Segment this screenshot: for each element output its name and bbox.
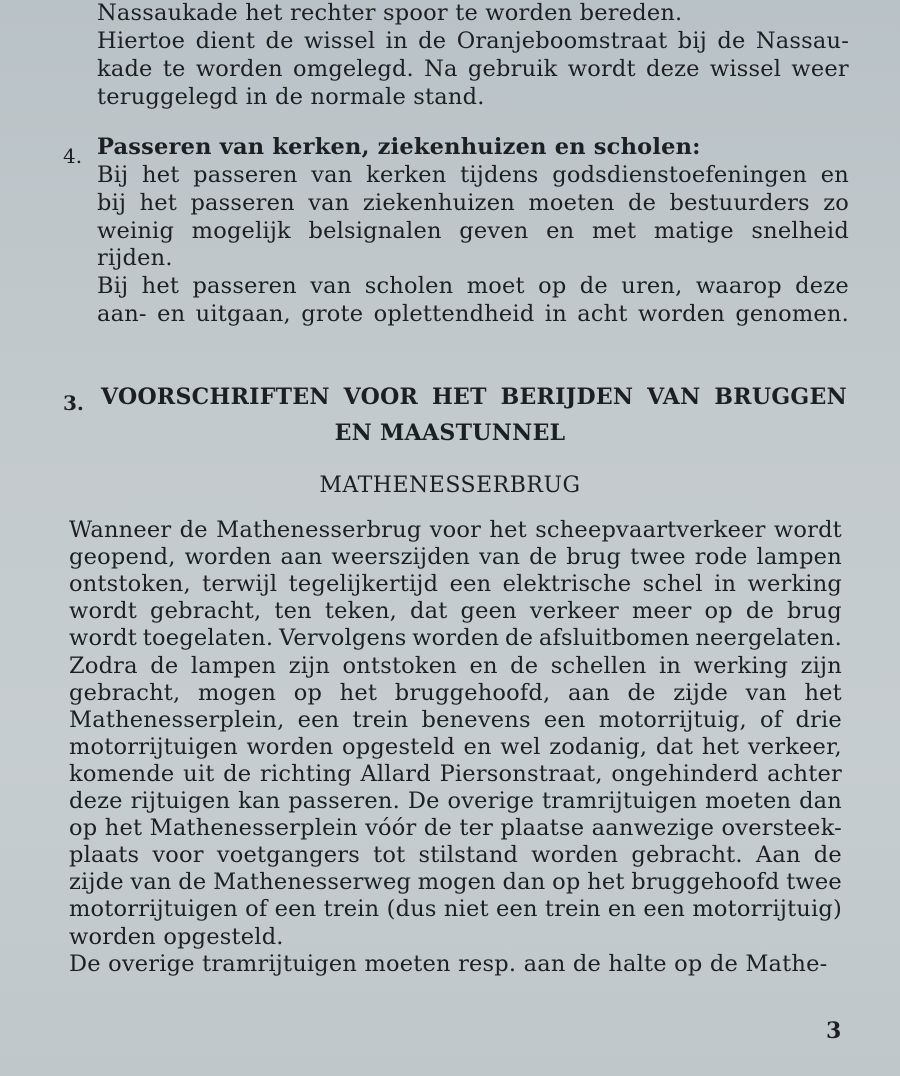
word: toegelaten. xyxy=(142,625,274,652)
body-line xyxy=(69,869,842,896)
word: godsdienstoefeningen xyxy=(552,162,808,188)
word: worden xyxy=(531,842,619,869)
word: vóór xyxy=(365,815,417,842)
word: Mathenesserplein, xyxy=(69,706,285,733)
word: twee xyxy=(786,869,842,896)
word: Allard xyxy=(360,760,431,787)
word: worden xyxy=(412,625,500,652)
word: uit xyxy=(183,760,215,787)
word: genomen. xyxy=(735,301,849,327)
page-number: 3 xyxy=(826,1018,842,1044)
word: Nassau- xyxy=(755,28,849,54)
word: lampen xyxy=(190,652,277,679)
word: tramrijtuigen xyxy=(542,788,698,814)
word: opgesteld xyxy=(341,733,455,760)
word: een xyxy=(643,896,686,923)
word: het xyxy=(139,190,178,216)
word: waarop xyxy=(695,273,782,299)
body-line: worden opgesteld. xyxy=(69,923,284,950)
word: weerszijden xyxy=(331,544,471,571)
intro-line: Nassaukade het rechter spoor te worden bereden. xyxy=(97,0,683,26)
word: aan xyxy=(567,679,610,706)
word: een xyxy=(297,706,340,733)
word: het xyxy=(339,679,378,706)
word: en xyxy=(463,733,492,760)
word: trein xyxy=(323,896,380,923)
body-line: De overige tramrijtuigen moeten resp. aan de halte op de Mathe- xyxy=(69,950,828,977)
word: Mathenesserbrug xyxy=(216,517,422,543)
word: mogen xyxy=(417,869,496,896)
word: en xyxy=(469,652,498,679)
word: motorrijtuig, xyxy=(598,706,747,733)
word: snelheid xyxy=(751,218,849,244)
word: achter xyxy=(767,760,842,787)
word: stilstand xyxy=(418,842,519,869)
word: geen xyxy=(460,598,517,625)
word: het xyxy=(701,733,740,760)
word: belsignalen xyxy=(308,218,442,244)
word: wissel xyxy=(304,28,376,54)
intro-line xyxy=(97,56,849,83)
word: deze xyxy=(69,788,123,814)
word: ten xyxy=(274,598,312,625)
word: BERIJDEN xyxy=(500,384,634,410)
word: worden xyxy=(184,544,272,571)
body-line xyxy=(69,625,842,652)
word: het xyxy=(489,517,527,543)
word: plaats xyxy=(69,842,140,869)
word: overige xyxy=(447,788,535,814)
body-line xyxy=(69,544,842,571)
word: uitgaan, xyxy=(195,301,291,327)
word: worden xyxy=(246,733,334,760)
word: kan xyxy=(238,788,281,814)
word: de xyxy=(813,842,842,869)
word: scheepvaartverkeer xyxy=(535,517,766,543)
word: gebruik xyxy=(467,56,558,82)
word: te xyxy=(162,56,186,82)
word: zijde xyxy=(69,869,124,896)
word: of xyxy=(760,706,783,733)
word: meer xyxy=(632,598,692,625)
word: dat xyxy=(655,733,694,760)
word: de xyxy=(178,869,207,896)
word: op xyxy=(69,815,98,842)
word: in xyxy=(544,301,567,327)
word: dan xyxy=(502,869,546,896)
word: lampen xyxy=(756,544,842,571)
word: deze xyxy=(645,56,700,82)
word: gebracht, xyxy=(150,598,262,625)
body-line xyxy=(69,707,842,734)
body-line xyxy=(69,734,842,761)
word: moet xyxy=(466,273,525,299)
word: met xyxy=(591,218,637,244)
word: deze xyxy=(795,273,849,299)
word: zijde xyxy=(673,679,728,706)
word: het xyxy=(104,815,143,842)
word: schel xyxy=(642,571,703,598)
word: zijn xyxy=(800,652,842,679)
body-line xyxy=(69,680,842,707)
item-number: 4. xyxy=(63,144,83,168)
word: Piersonstraat, xyxy=(439,760,603,787)
word: een xyxy=(274,896,317,923)
word: mogen xyxy=(198,679,277,706)
word: een xyxy=(449,571,492,598)
word: zodanig, xyxy=(549,733,648,760)
word: ontstoken, xyxy=(69,571,191,598)
word: de xyxy=(423,815,452,842)
word: het xyxy=(804,679,842,706)
word: richting xyxy=(259,760,352,787)
word: ter xyxy=(459,815,494,842)
word: de xyxy=(150,652,179,679)
word: tegelijkertijd xyxy=(288,571,439,598)
word: wordt xyxy=(69,598,138,625)
word: geopend, xyxy=(69,544,176,571)
word: wel xyxy=(500,733,541,760)
word: zo xyxy=(823,190,849,216)
word: werking xyxy=(693,652,789,679)
body-line xyxy=(69,761,842,788)
word: dient xyxy=(195,28,256,54)
word: de xyxy=(223,760,252,787)
word: moeten xyxy=(528,190,615,216)
word: Mathenesserplein xyxy=(149,815,358,842)
word: werking xyxy=(747,571,842,598)
section-subheading: MATHENESSERBRUG xyxy=(319,473,581,498)
word: elektrische xyxy=(502,571,632,598)
word: van xyxy=(310,273,352,299)
item-line: rijden. xyxy=(97,245,173,271)
word: passeren xyxy=(192,273,297,299)
word: het xyxy=(142,162,180,188)
word: afsluitbomen xyxy=(538,625,690,652)
word: aan- xyxy=(97,301,147,327)
word: omgelegd. xyxy=(293,56,414,82)
word: weer xyxy=(791,56,849,82)
word: oplettendheid xyxy=(373,301,535,327)
word: de xyxy=(179,517,208,543)
item-line xyxy=(97,301,849,328)
word: grote xyxy=(301,301,364,327)
word: of xyxy=(245,896,268,923)
word: motorrijtuigen xyxy=(69,896,238,923)
word: de xyxy=(627,190,657,216)
word: van xyxy=(745,679,787,706)
word: neergelaten. xyxy=(695,625,842,652)
word: plaatse xyxy=(500,815,585,842)
word: acht xyxy=(577,301,628,327)
word: ziekenhuizen xyxy=(362,190,515,216)
word: twee xyxy=(630,544,686,571)
word: brug xyxy=(566,544,622,571)
word: aan xyxy=(280,544,323,571)
intro-line: teruggelegd in de normale stand. xyxy=(97,84,485,110)
word: motorrijtuig) xyxy=(692,896,842,923)
word: gebracht, xyxy=(69,679,181,706)
word: matige xyxy=(653,218,734,244)
word: passeren xyxy=(193,162,298,188)
word: verkeer, xyxy=(747,733,842,760)
word: en xyxy=(820,162,849,188)
word: motorrijtuigen xyxy=(69,733,238,760)
word: bruggehoofd xyxy=(631,869,780,896)
word: de xyxy=(627,679,656,706)
word: de xyxy=(579,273,608,299)
word: tot xyxy=(373,842,406,869)
word: De xyxy=(407,788,440,814)
word: brug xyxy=(787,598,842,625)
word: BRUGGEN xyxy=(714,384,847,410)
word: van xyxy=(130,869,172,896)
section-title-line-1 xyxy=(101,384,847,410)
word: verkeer xyxy=(529,598,620,625)
word: drie xyxy=(795,706,842,733)
item-line xyxy=(97,162,849,189)
body-line xyxy=(69,842,842,869)
word: en xyxy=(157,301,186,327)
word: het xyxy=(587,869,625,896)
word: Bij xyxy=(97,162,129,188)
word: Vervolgens xyxy=(278,625,407,652)
word: Oranjeboomstraat xyxy=(456,28,668,54)
word: oversteek- xyxy=(721,815,842,842)
word: teken, xyxy=(324,598,398,625)
word: (dus xyxy=(386,896,437,923)
word: VAN xyxy=(647,384,701,410)
word: VOOR xyxy=(343,384,419,410)
word: worden xyxy=(195,56,283,82)
item-line xyxy=(97,218,849,245)
word: passeren xyxy=(190,190,295,216)
word: tijdens xyxy=(460,162,539,188)
word: Na xyxy=(424,56,458,82)
word: ontstoken xyxy=(342,652,457,679)
intro-line xyxy=(97,28,849,55)
word: Mathenesserweg xyxy=(213,869,412,896)
word: in xyxy=(714,571,737,598)
word: trein xyxy=(352,706,409,733)
section-number: 3. xyxy=(63,391,84,415)
word: van xyxy=(308,190,350,216)
word: kerken xyxy=(366,162,447,188)
word: op xyxy=(293,679,323,706)
body-line xyxy=(69,896,842,923)
word: en xyxy=(546,218,575,244)
word: aanwezige xyxy=(591,815,715,842)
word: voor xyxy=(152,842,204,869)
word: het xyxy=(141,273,180,299)
word: wordt xyxy=(69,625,138,652)
word: mogelijk xyxy=(191,218,291,244)
body-line xyxy=(69,788,842,815)
word: Hiertoe xyxy=(97,28,186,54)
word: rode xyxy=(694,544,748,571)
word: worden xyxy=(637,301,725,327)
word: en xyxy=(607,896,637,923)
word: ongehinderd xyxy=(611,760,759,787)
word: HET xyxy=(431,384,487,410)
word: bij xyxy=(97,190,127,216)
word: komende xyxy=(69,760,175,787)
word: wordt xyxy=(567,56,636,82)
word: de xyxy=(745,598,775,625)
section-title-line-2: EN MAASTUNNEL xyxy=(334,420,566,446)
word: scholen xyxy=(364,273,454,299)
word: de xyxy=(504,625,534,652)
word: moeten xyxy=(704,788,792,814)
word: op xyxy=(538,273,567,299)
word: bestuurders xyxy=(669,190,810,216)
word: terwijl xyxy=(202,571,278,598)
item-title: Passeren van kerken, ziekenhuizen en scholen: xyxy=(97,134,701,160)
word: bij xyxy=(677,28,707,54)
word: trein xyxy=(544,896,601,923)
word: voetgangers xyxy=(216,842,360,869)
word: een xyxy=(543,706,586,733)
word: voor xyxy=(429,517,482,543)
word: zijn xyxy=(288,652,331,679)
item-line xyxy=(97,190,849,217)
word: op xyxy=(704,598,733,625)
word: van xyxy=(311,162,353,188)
word: de xyxy=(717,28,746,54)
word: passeren. xyxy=(288,788,400,814)
word: de xyxy=(265,28,294,54)
word: wissel xyxy=(709,56,782,82)
word: Wanneer xyxy=(69,517,172,543)
word: VOORSCHRIFTEN xyxy=(101,384,330,410)
word: een xyxy=(495,896,538,923)
word: gebracht. xyxy=(631,842,743,869)
word: geven xyxy=(459,218,529,244)
word: schellen xyxy=(550,652,647,679)
word: Zodra xyxy=(69,652,138,679)
body-line xyxy=(69,598,842,625)
word: benevens xyxy=(421,706,531,733)
word: de xyxy=(529,544,558,571)
word: dan xyxy=(799,788,842,814)
body-line xyxy=(69,571,842,598)
word: de xyxy=(418,28,447,54)
body-line xyxy=(69,815,842,842)
item-line xyxy=(97,273,849,300)
word: in xyxy=(385,28,408,54)
body-line xyxy=(69,653,842,680)
word: niet xyxy=(443,896,489,923)
word: uren, xyxy=(621,273,683,299)
word: de xyxy=(510,652,539,679)
word: bruggehoofd, xyxy=(394,679,551,706)
word: Bij xyxy=(97,273,129,299)
word: in xyxy=(659,652,682,679)
word: van xyxy=(479,544,521,571)
word: wordt xyxy=(773,517,842,543)
body-line xyxy=(69,517,842,544)
word: dat xyxy=(410,598,448,625)
word: rijtuigen xyxy=(130,788,231,814)
word: kade xyxy=(97,56,153,82)
word: op xyxy=(552,869,581,896)
word: weinig xyxy=(97,218,175,244)
word: Aan xyxy=(755,842,801,869)
